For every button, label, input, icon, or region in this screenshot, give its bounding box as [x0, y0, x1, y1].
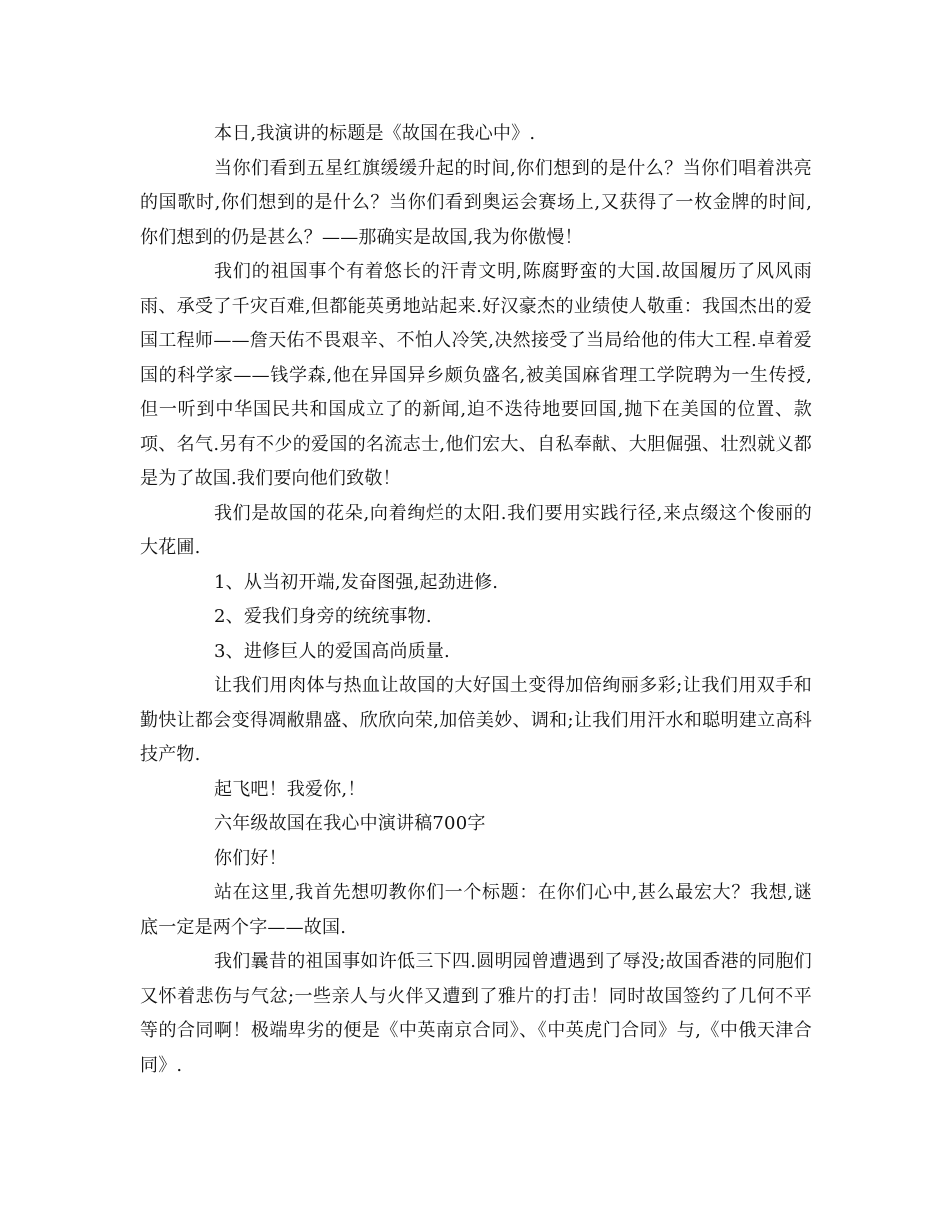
list-item-2: 2、爱我们身旁的统统事物.: [214, 606, 432, 627]
paragraph-flag-anthem: 当你们看到五星红旗缓缓升起的时间,你们想到的是什么？当你们唱着洪亮的国歌时,你们想到的是什么？当你们看到奥运会赛场上,又获得了一枚金牌的时间,你们想到的仍是甚么？——那确实是故国,我为你傲慢！: [140, 157, 812, 248]
paragraph-call-to-action: 让我们用肉体与热血让故国的大好国土变得加倍绚丽多彩;让我们用双手和勤快让都会变得凋敝鼎盛、欣欣向荣,加倍美妙、调和;让我们用汗水和聪明建立高科技产物.: [140, 675, 812, 765]
paragraph-question: 站在这里,我首先想叨教你们一个标题：在你们心中,甚么最宏大？我想,谜底一定是两个字——故国.: [140, 882, 812, 938]
paragraph-history-heroes: 我们的祖国事个有着悠长的汗青文明,陈腐野蛮的大国.故国履历了风风雨雨、承受了千灾百难,但都能英勇地站起来.好汉豪杰的业绩使人敬重：我国杰出的爱国工程师——詹天佑不畏艰辛、不怕人冷笑,决然接受了当局给他的伟大工程.卓着爱国的科学家——钱学森,他在异国异乡颇负盛名,被美国麻省理工学院聘为一生传授,但一听到中华国民共和国成立了的新闻,迫不迭待地要回国,抛下在美国的位置、款项、名气.另有不少的爱国的名流志士,他们宏大、自私奉献、大胆倔强、壮烈就义都是为了故国.我们要向他们致敬！: [140, 261, 812, 489]
section-heading: 六年级故国在我心中演讲稿700字: [214, 813, 486, 834]
list-item-3: 3、进修巨人的爱国高尚质量.: [214, 640, 450, 662]
paragraph-greeting: 你们好！: [214, 847, 287, 869]
paragraph-take-off: 起飞吧！我爱你,！: [214, 778, 366, 800]
document-body: [140, 117, 812, 1083]
paragraph-past-history: 我们曩昔的祖国事如许低三下四.圆明园曾遭遇到了辱没;故国香港的同胞们又怀着悲伤与气忿;一些亲人与火伴又遭到了雅片的打击！同时故国签约了几何不平等的合同啊！极端卑劣的便是《中英南京合同》、《中英虎门合同》与,《中俄天津合同》.: [140, 951, 812, 1076]
paragraph-flowers: 我们是故国的花朵,向着绚烂的太阳.我们要用实践行径,来点缀这个俊丽的大花圃.: [140, 502, 812, 558]
list-item-1: 1、从当初开端,发奋图强,起劲进修.: [214, 571, 499, 593]
paragraph-title-intro: 本日,我演讲的标题是《故国在我心中》.: [214, 123, 536, 144]
